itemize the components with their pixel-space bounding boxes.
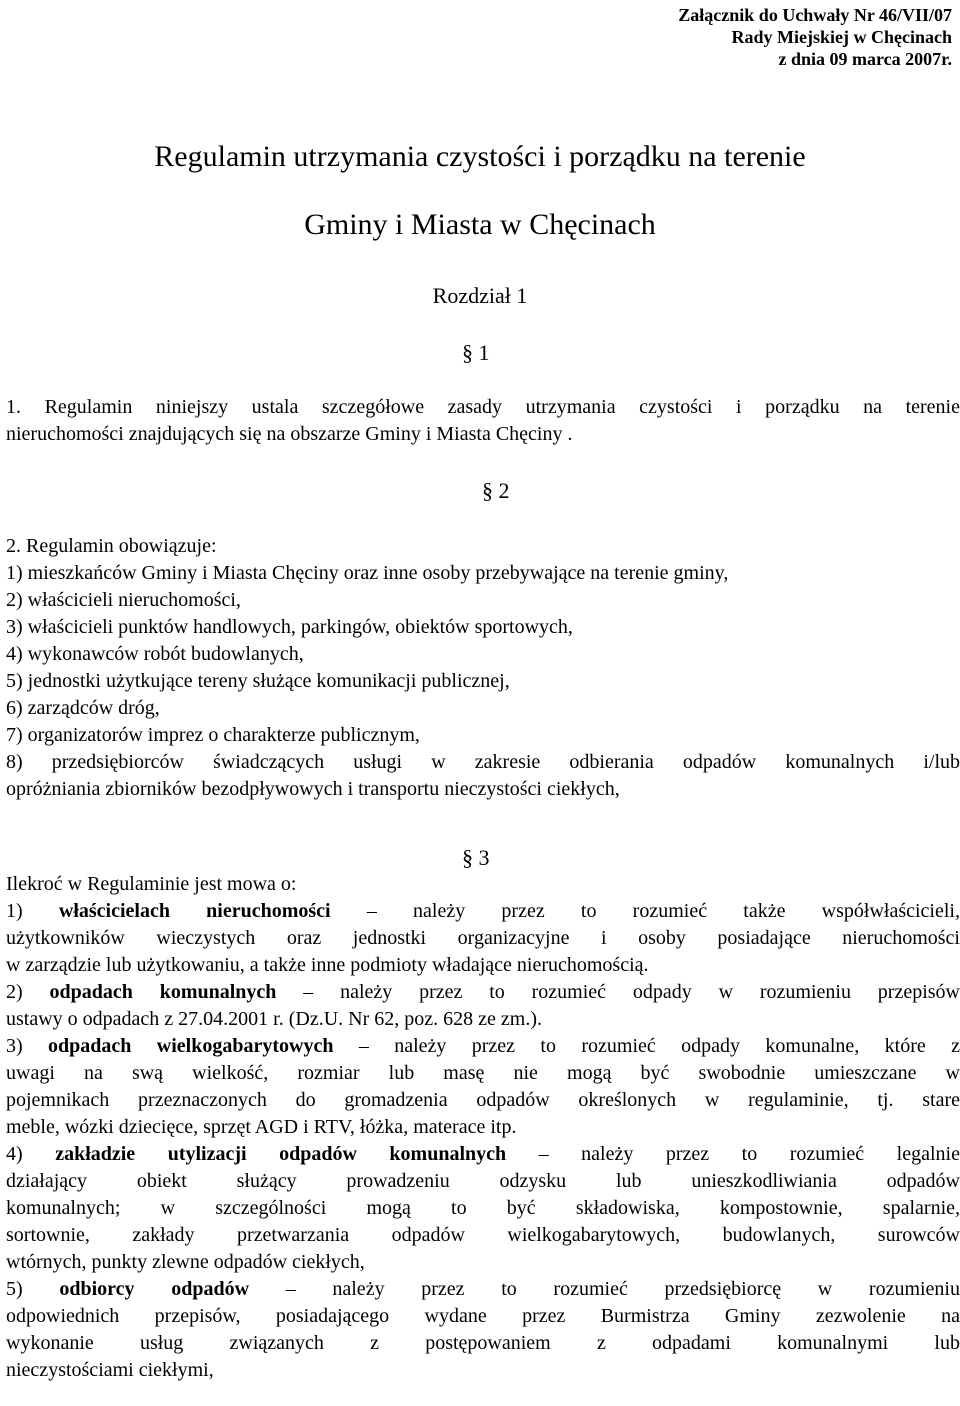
definition-3-line-4: meble, wózki dziecięce, sprzęt AGD i RTV, łóżka, materace itp. xyxy=(6,1116,517,1138)
document-title-line-1: Regulamin utrzymania czystości i porządku na terenie xyxy=(154,140,806,173)
list-item: 6) zarządców dróg, xyxy=(6,697,160,719)
definition-4-line-2: działający obiekt służący prowadzeniu odzysku lub unieszkodliwiania odpadów xyxy=(6,1170,960,1192)
definition-2-line-2: ustawy o odpadach z 27.04.2001 r. (Dz.U. Nr 62, poz. 628 ze zm.). xyxy=(6,1008,542,1030)
document-title-line-2: Gminy i Miasta w Chęcinach xyxy=(304,208,656,241)
list-item: 3) właścicieli punktów handlowych, parkingów, obiektów sportowych, xyxy=(6,616,573,638)
definition-text: – należy przez to rozumieć legalnie xyxy=(506,1143,960,1165)
definition-text: – należy przez to rozumieć także współwłaścicieli, xyxy=(330,900,960,922)
chapter-heading: Rozdział 1 xyxy=(432,283,528,308)
paragraph-1-line-2: nieruchomości znajdujących się na obszarze Gminy i Miasta Chęciny . xyxy=(6,423,573,445)
definition-1-line-1 xyxy=(6,898,960,925)
definition-term: właścicielach nieruchomości xyxy=(58,900,331,922)
definition-3-line-1 xyxy=(6,1033,960,1060)
list-item: 4) wykonawców robót budowlanych, xyxy=(6,643,304,665)
definition-2-line-1 xyxy=(6,979,960,1006)
definition-5-line-1 xyxy=(6,1276,960,1303)
definition-term: odpadach komunalnych xyxy=(49,981,277,1003)
section-3-mark: § 3 xyxy=(462,845,490,870)
definition-number: 5) xyxy=(6,1278,60,1300)
definition-text: – należy przez to rozumieć odpady w rozumieniu przepisów xyxy=(276,981,960,1003)
header-line-1: Załącznik do Uchwały Nr 46/VII/07 xyxy=(678,5,952,25)
definition-text: – należy przez to rozumieć odpady komunalne, które z xyxy=(333,1035,960,1057)
definition-3-line-2: uwagi na swą wielkość, rozmiar lub masę nie mogą być swobodnie umieszczane w xyxy=(6,1062,960,1084)
definition-1-line-2: użytkowników wieczystych oraz jednostki organizacyjne i osoby posiadające nieruchomości xyxy=(6,927,960,949)
definition-4-line-4: sortownie, zakłady przetwarzania odpadów wielkogabarytowych, budowlanych, surowców xyxy=(6,1224,960,1246)
definition-number: 2) xyxy=(6,981,50,1003)
paragraph-2-intro: 2. Regulamin obowiązuje: xyxy=(6,535,217,557)
header-line-3: z dnia 09 marca 2007r. xyxy=(778,49,952,69)
paragraph-2 xyxy=(6,533,960,803)
list-item: 1) mieszkańców Gminy i Miasta Chęciny oraz inne osoby przebywające na terenie gminy, xyxy=(6,562,729,584)
definition-4-line-1 xyxy=(6,1141,960,1168)
definition-text: – należy przez to rozumieć przedsiębiorcę w rozumieniu xyxy=(249,1278,960,1300)
definition-term: zakładzie utylizacji odpadów komunalnych xyxy=(55,1143,507,1165)
section-2-mark: § 2 xyxy=(482,478,510,503)
definition-term: odbiorcy odpadów xyxy=(59,1278,250,1300)
list-item-continuation: opróżniania zbiorników bezodpływowych i transportu nieczystości ciekłych, xyxy=(6,778,620,800)
definition-5-line-4: nieczystościami ciekłymi, xyxy=(6,1359,214,1381)
definition-number: 4) xyxy=(6,1143,56,1165)
definition-number: 1) xyxy=(6,900,59,922)
paragraph-3 xyxy=(6,871,960,1384)
list-item: 8) przedsiębiorców świadczących usługi w zakresie odbierania odpadów komunalnych i/lub xyxy=(6,751,960,773)
paragraph-1 xyxy=(6,394,960,448)
definition-5-line-2: odpowiednich przepisów, posiadającego wydane przez Burmistrza Gminy zezwolenie na xyxy=(6,1305,960,1327)
definition-number: 3) xyxy=(6,1035,49,1057)
definition-4-line-5: wtórnych, punkty zlewne odpadów ciekłych, xyxy=(6,1251,365,1273)
section-1-mark: § 1 xyxy=(462,340,490,365)
attachment-header xyxy=(678,4,952,70)
definition-3-line-3: pojemnikach przeznaczonych do gromadzenia odpadów określonych w regulaminie, tj. stare xyxy=(6,1089,960,1111)
header-line-2: Rady Miejskiej w Chęcinach xyxy=(731,27,952,47)
definition-5-line-3: wykonanie usług związanych z postępowaniem z odpadami komunalnymi lub xyxy=(6,1332,960,1354)
list-item: 5) jednostki użytkujące tereny służące komunikacji publicznej, xyxy=(6,670,510,692)
definition-term: odpadach wielkogabarytowych xyxy=(48,1035,334,1057)
paragraph-1-line-1: 1. Regulamin niniejszy ustala szczegółowe zasady utrzymania czystości i porządku na terenie xyxy=(6,396,960,418)
list-item: 2) właścicieli nieruchomości, xyxy=(6,589,241,611)
definition-1-line-3: w zarządzie lub użytkowaniu, a także inne podmioty władające nieruchomością. xyxy=(6,954,649,976)
list-item: 7) organizatorów imprez o charakterze publicznym, xyxy=(6,724,420,746)
definition-4-line-3: komunalnych; w szczególności mogą to być składowiska, kompostownie, spalarnie, xyxy=(6,1197,960,1219)
paragraph-3-intro: Ilekroć w Regulaminie jest mowa o: xyxy=(6,873,297,895)
